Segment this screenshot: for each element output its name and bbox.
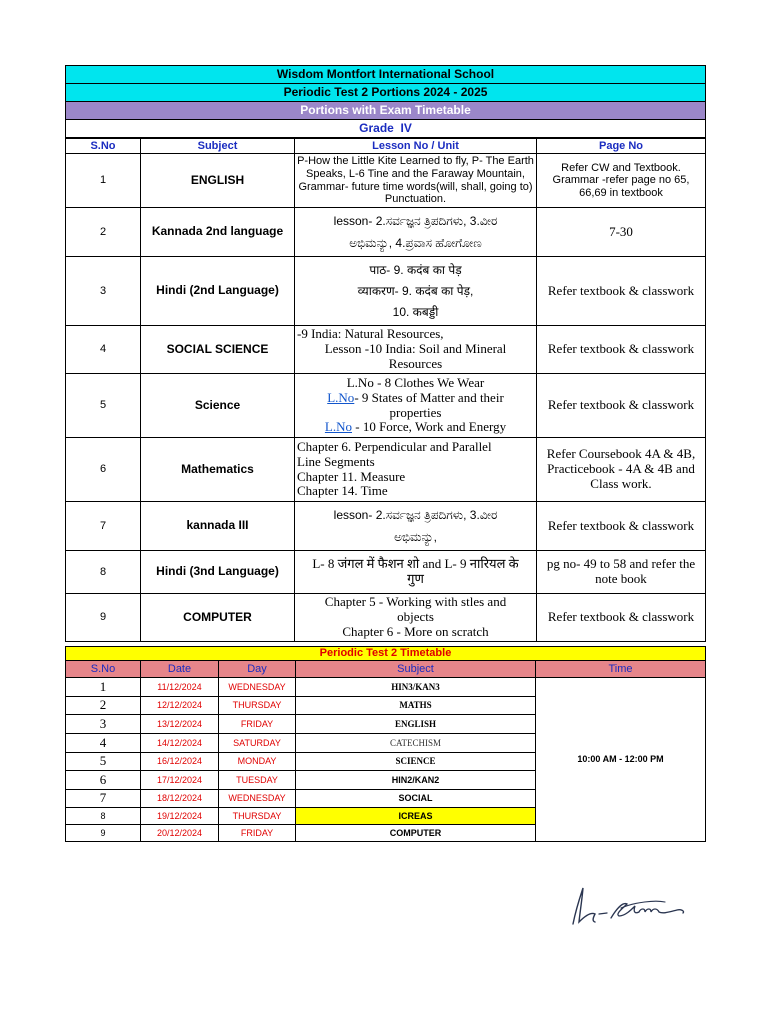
row-lesson bbox=[295, 326, 537, 374]
row-page: pg no- 49 to 58 and refer the note book bbox=[537, 551, 706, 594]
tt-subject: MATHS bbox=[296, 697, 536, 715]
col-sno: S.No bbox=[66, 139, 141, 154]
row-page: Refer Coursebook 4A & 4B, Practicebook - 4A & 4B and Class work. bbox=[537, 438, 706, 502]
lesson-line: गुण bbox=[407, 571, 424, 586]
lesson-line: 10. कबड्डी bbox=[392, 304, 439, 319]
table-row bbox=[66, 551, 706, 594]
tt-day: MONDAY bbox=[219, 753, 296, 771]
timetable-header-row bbox=[66, 661, 706, 678]
tt-date: 16/12/2024 bbox=[141, 753, 219, 771]
lesson-line: Chapter 11. Measure bbox=[297, 468, 406, 484]
tt-col-subject: Subject bbox=[296, 661, 536, 678]
tt-day: THURSDAY bbox=[219, 808, 296, 825]
tt-sno: 2 bbox=[66, 697, 141, 715]
row-lesson bbox=[295, 502, 537, 551]
portions-title: Portions with Exam Timetable bbox=[66, 102, 706, 120]
table-row bbox=[66, 678, 706, 697]
tt-date: 14/12/2024 bbox=[141, 734, 219, 753]
tt-day: WEDNESDAY bbox=[219, 790, 296, 808]
tt-sno: 5 bbox=[66, 753, 141, 771]
row-sno: 4 bbox=[66, 326, 141, 374]
lesson-text: - 10 Force, Work and Energy bbox=[352, 419, 507, 435]
tt-subject: COMPUTER bbox=[296, 825, 536, 842]
tt-date: 20/12/2024 bbox=[141, 825, 219, 842]
row-subject: Mathematics bbox=[141, 438, 295, 502]
lesson-line: -9 India: Natural Resources, bbox=[297, 326, 444, 342]
tt-subject: HIN2/KAN2 bbox=[296, 771, 536, 790]
tt-day: FRIDAY bbox=[219, 715, 296, 734]
grade-label: Grade IV bbox=[66, 120, 706, 138]
lesson-text: - 9 States of Matter and their bbox=[354, 389, 504, 405]
lesson-line: Chapter 6. Perpendicular and Parallel bbox=[297, 438, 492, 454]
lesson-line: Lesson -10 India: Soil and Mineral bbox=[324, 341, 507, 357]
lesson-line: ಅಭಿಮನ್ಯು, bbox=[394, 530, 437, 544]
table-row bbox=[66, 326, 706, 374]
lesson-line: L- 8 जंगल में फैशन शो and L- 9 नारियल के bbox=[312, 556, 519, 572]
tt-subject: ICREAS bbox=[296, 808, 536, 825]
table-row bbox=[66, 502, 706, 551]
row-subject: COMPUTER bbox=[141, 594, 295, 642]
test-title: Periodic Test 2 Portions 2024 - 2025 bbox=[66, 84, 706, 102]
lesson-line: Chapter 6 - More on scratch bbox=[342, 623, 489, 639]
lesson-line: lesson- 2.ಸರ್ವಜ್ಞನ ತ್ರಿಪದಿಗಳು, 3.ವೀರ bbox=[333, 508, 498, 522]
row-subject: Hindi (3nd Language) bbox=[141, 551, 295, 594]
tt-subject: ENGLISH bbox=[296, 715, 536, 734]
lesson-line: objects bbox=[397, 609, 434, 625]
row-page: Refer textbook & classwork bbox=[537, 502, 706, 551]
tt-date: 12/12/2024 bbox=[141, 697, 219, 715]
row-sno: 1 bbox=[66, 154, 141, 208]
tt-subject: SOCIAL bbox=[296, 790, 536, 808]
lesson-line bbox=[297, 391, 534, 406]
row-sno: 6 bbox=[66, 438, 141, 502]
lesson-line: properties bbox=[389, 404, 442, 420]
signature-image bbox=[565, 878, 690, 930]
row-lesson bbox=[295, 438, 537, 502]
exam-timetable bbox=[65, 646, 706, 842]
row-lesson: P-How the Little Kite Learned to fly, P- The Earth Speaks, L-6 Tine and the Faraway Mountain, Grammar- future time words(will, shall, going to) Punctuation. bbox=[295, 154, 537, 208]
header-table bbox=[65, 65, 706, 138]
tt-sno: 3 bbox=[66, 715, 141, 734]
tt-subject: CATECHISM bbox=[296, 734, 536, 753]
row-page: Refer textbook & classwork bbox=[537, 594, 706, 642]
row-sno: 7 bbox=[66, 502, 141, 551]
tt-day: TUESDAY bbox=[219, 771, 296, 790]
tt-day: THURSDAY bbox=[219, 697, 296, 715]
portions-table bbox=[65, 138, 706, 642]
tt-col-time: Time bbox=[536, 661, 706, 678]
table-row bbox=[66, 438, 706, 502]
col-subject: Subject bbox=[141, 139, 295, 154]
lesson-line bbox=[297, 420, 534, 435]
tt-sno: 7 bbox=[66, 790, 141, 808]
col-lesson: Lesson No / Unit bbox=[295, 139, 537, 154]
exam-time: 10:00 AM - 12:00 PM bbox=[536, 678, 706, 842]
lesson-line: lesson- 2.ಸರ್ವಜ್ಞನ ತ್ರಿಪದಿಗಳು, 3.ವೀರ bbox=[333, 214, 498, 228]
portions-header-row bbox=[66, 139, 706, 154]
tt-col-sno: S.No bbox=[66, 661, 141, 678]
row-page: Refer CW and Textbook. Grammar -refer page no 65, 66,69 in textbook bbox=[537, 154, 706, 208]
lesson-line: L.No - 8 Clothes We Wear bbox=[346, 374, 485, 390]
tt-sno: 8 bbox=[66, 808, 141, 825]
row-page: 7-30 bbox=[537, 208, 706, 257]
tt-col-date: Date bbox=[141, 661, 219, 678]
row-subject: ENGLISH bbox=[141, 154, 295, 208]
tt-sno: 1 bbox=[66, 678, 141, 697]
row-subject: SOCIAL SCIENCE bbox=[141, 326, 295, 374]
lesson-link[interactable]: L.No bbox=[324, 419, 352, 435]
tt-day: SATURDAY bbox=[219, 734, 296, 753]
lesson-line: Resources bbox=[388, 355, 443, 371]
row-sno: 2 bbox=[66, 208, 141, 257]
lesson-line: Chapter 5 - Working with stles and bbox=[324, 594, 507, 610]
col-page: Page No bbox=[537, 139, 706, 154]
row-page: Refer textbook & classwork bbox=[537, 326, 706, 374]
lesson-line: व्याकरण- 9. कदंब का पेड़, bbox=[357, 283, 474, 298]
tt-col-day: Day bbox=[219, 661, 296, 678]
tt-subject: HIN3/KAN3 bbox=[296, 678, 536, 697]
row-lesson bbox=[295, 208, 537, 257]
row-lesson bbox=[295, 257, 537, 326]
lesson-line: Chapter 14. Time bbox=[297, 483, 388, 499]
tt-day: WEDNESDAY bbox=[219, 678, 296, 697]
tt-date: 18/12/2024 bbox=[141, 790, 219, 808]
tt-date: 17/12/2024 bbox=[141, 771, 219, 790]
tt-date: 11/12/2024 bbox=[141, 678, 219, 697]
table-row bbox=[66, 154, 706, 208]
row-subject: kannada III bbox=[141, 502, 295, 551]
row-subject: Hindi (2nd Language) bbox=[141, 257, 295, 326]
tt-date: 13/12/2024 bbox=[141, 715, 219, 734]
table-row bbox=[66, 374, 706, 438]
row-sno: 8 bbox=[66, 551, 141, 594]
row-lesson bbox=[295, 551, 537, 594]
tt-day: FRIDAY bbox=[219, 825, 296, 842]
school-name: Wisdom Montfort International School bbox=[66, 66, 706, 84]
table-row bbox=[66, 257, 706, 326]
lesson-line: ಅಭಿಮನ್ಯು, 4.ಪ್ರವಾಸ ಹೋಗೋಣ bbox=[349, 236, 482, 250]
table-row bbox=[66, 208, 706, 257]
tt-subject: SCIENCE bbox=[296, 753, 536, 771]
row-sno: 3 bbox=[66, 257, 141, 326]
row-page: Refer textbook & classwork bbox=[537, 257, 706, 326]
row-page: Refer textbook & classwork bbox=[537, 374, 706, 438]
row-lesson bbox=[295, 374, 537, 438]
row-lesson bbox=[295, 594, 537, 642]
tt-sno: 9 bbox=[66, 825, 141, 842]
row-subject: Kannada 2nd language bbox=[141, 208, 295, 257]
row-subject: Science bbox=[141, 374, 295, 438]
row-sno: 5 bbox=[66, 374, 141, 438]
lesson-line: पाठ- 9. कदंब का पेड़ bbox=[369, 262, 462, 277]
tt-sno: 4 bbox=[66, 734, 141, 753]
tt-date: 19/12/2024 bbox=[141, 808, 219, 825]
lesson-link[interactable]: L.No bbox=[327, 389, 355, 405]
tt-sno: 6 bbox=[66, 771, 141, 790]
timetable-title: Periodic Test 2 Timetable bbox=[66, 647, 706, 661]
table-row bbox=[66, 594, 706, 642]
lesson-line: Line Segments bbox=[297, 453, 375, 469]
row-sno: 9 bbox=[66, 594, 141, 642]
